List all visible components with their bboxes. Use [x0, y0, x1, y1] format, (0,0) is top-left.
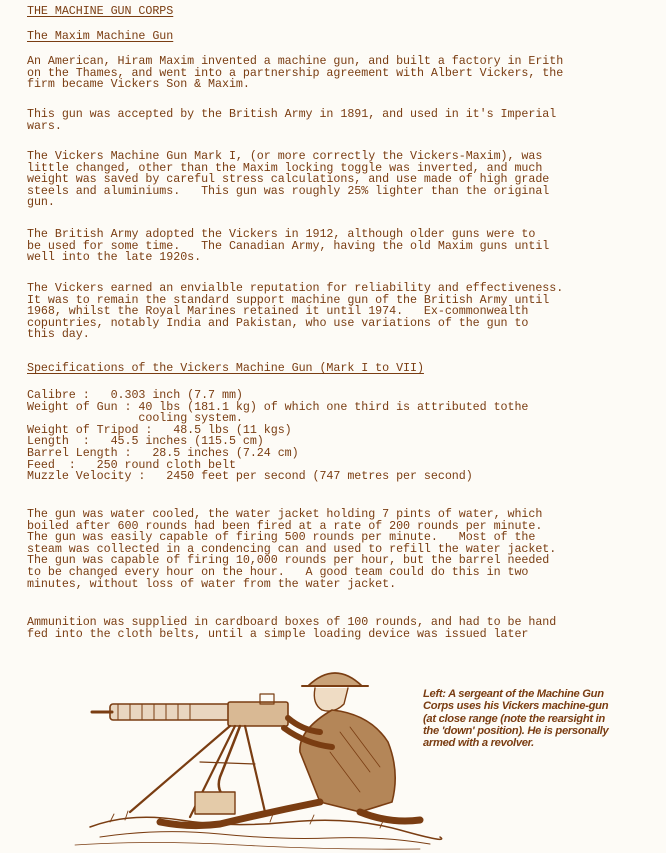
machine-gunner-illustration — [70, 652, 450, 852]
paragraph-ammunition: Ammunition was supplied in cardboard boxes of 100 rounds, and had to be hand fed into the cloth belts, until a simple loading device was issued later — [27, 615, 557, 641]
paragraph-maxim-invention: An American, Hiram Maxim invented a machine gun, and built a factory in Erith on the Thames, and went into a partnership agreement with Albert Vickers, the firm became Vickers Son & Maxim. — [27, 54, 564, 92]
document-title: THE MACHINE GUN CORPS — [27, 4, 174, 18]
specifications-list: Calibre : 0.303 inch (7.7 mm) Weight of Gun : 40 lbs (181.1 kg) of which one third is attributed tothe cooling system. Weight of Tripod : 48.5 lbs (11 kgs) Length : 45.5 inches (115.5 cm) Barrel Length : 28.5 inches (7.24 cm) Feed : 250 round cloth belt Muzzle Velocity : 2450 feet per second (747 metres per second) — [27, 388, 529, 484]
section-heading-maxim: The Maxim Machine Gun — [27, 29, 174, 43]
paragraph-vickers-mark-i: The Vickers Machine Gun Mark I, (or more correctly the Vickers-Maxim), was little changed, other than the Maxim locking toggle was inverted, and much weight was saved by careful stress calculations, and use made of high grade steels and aluminiums. This gun was roughly 25% lighter than the original gun. — [27, 149, 550, 210]
section-heading-specifications: Specifications of the Vickers Machine Gun (Mark I to VII) — [27, 361, 424, 375]
paragraph-water-cooling: The gun was water cooled, the water jacket holding 7 pints of water, which boiled after 600 rounds had been fired at a rate of 200 rounds per minute. The gun was easily capable of firing 500 rounds per minute. Most of the steam was collected in a condencing can and used to refill the water jacket. The gun was capable of firing 10,000 rounds per hour, but the barrel needed to be changed every hour on the hour. A good team could do this in two minutes, without loss of water from the water jacket. — [27, 507, 557, 591]
illustration-caption: Left: A sergeant of the Machine Gun Corps uses his Vickers machine-gun (at close range (note the rearsight in the 'down' position). He is personally armed with a revolver. — [423, 688, 609, 749]
paragraph-army-acceptance: This gun was accepted by the British Army in 1891, and used in it's Imperial wars. — [27, 107, 557, 133]
paragraph-reputation: The Vickers earned an envialble reputation for reliability and effectiveness. It was to remain the standard support machine gun of the British Army until 1968, whilst the Royal Marines retained it until 1974. Ex-commonwealth copuntries, notably India and Pakistan, who use variations of the gun to this day. — [27, 281, 564, 342]
paragraph-adoption-1912: The British Army adopted the Vickers in 1912, although older guns were to be used for some time. The Canadian Army, having the old Maxim guns until well into the late 1920s. — [27, 227, 550, 265]
